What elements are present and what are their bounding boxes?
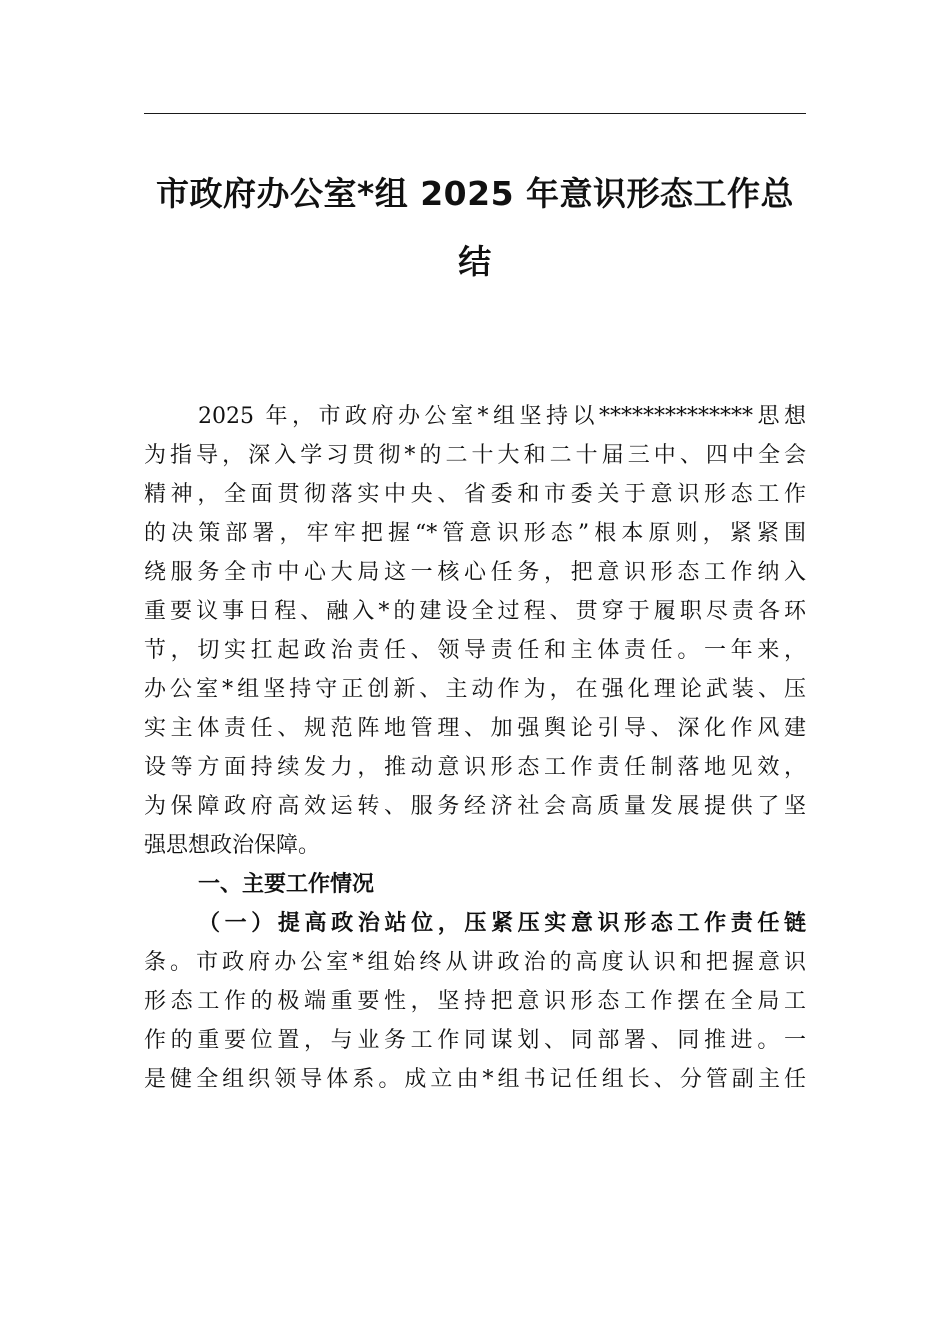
subsection-paragraph-line: 条。市政府办公室*组始终从讲政治的高度认识和把握意识 <box>144 950 806 975</box>
intro-paragraph-line: 2025 年，市政府办公室*组坚持以**************思想 <box>198 404 806 429</box>
title-line-1: 市政府办公室*组 2025 年意识形态工作总 <box>155 174 795 213</box>
intro-paragraph-line: 为指导，深入学习贯彻*的二十大和二十届三中、四中全会 <box>144 443 806 468</box>
subsection-paragraph-line: 是健全组织领导体系。成立由*组书记任组长、分管副主任 <box>144 1067 806 1092</box>
intro-paragraph-line: 的决策部署，牢牢把握“*管意识形态”根本原则，紧紧围 <box>144 521 806 546</box>
intro-paragraph-line: 实主体责任、规范阵地管理、加强舆论引导、深化作风建 <box>144 716 806 741</box>
intro-paragraph-line: 重要议事日程、融入*的建设全过程、贯穿于履职尽责各环 <box>144 599 806 624</box>
header-rule <box>144 113 806 114</box>
intro-paragraph-line: 绕服务全市中心大局这一核心任务，把意识形态工作纳入 <box>144 560 806 585</box>
subsection-paragraph-line: 作的重要位置，与业务工作同谋划、同部署、同推进。一 <box>144 1028 806 1053</box>
title-line-2: 结 <box>458 242 492 281</box>
subsection-heading <box>144 904 806 943</box>
document-title <box>144 160 806 296</box>
intro-paragraph-line: 为保障政府高效运转、服务经济社会高质量发展提供了坚 <box>144 794 806 819</box>
intro-paragraph-line: 强思想政治保障。 <box>144 833 321 858</box>
intro-paragraph-line: 设等方面持续发力，推动意识形态工作责任制落地见效， <box>144 755 806 780</box>
subsection-heading-text: （一）提高政治站位，压紧压实意识形态工作责任链 <box>198 910 806 936</box>
section-heading: 一、主要工作情况 <box>198 872 375 897</box>
document-body <box>144 397 806 1099</box>
intro-paragraph-line: 节，切实扛起政治责任、领导责任和主体责任。一年来， <box>144 638 806 663</box>
intro-paragraph-line: 精神，全面贯彻落实中央、省委和市委关于意识形态工作 <box>144 482 806 507</box>
intro-paragraph-line: 办公室*组坚持守正创新、主动作为，在强化理论武装、压 <box>144 677 806 702</box>
subsection-paragraph-line: 形态工作的极端重要性，坚持把意识形态工作摆在全局工 <box>144 989 806 1014</box>
